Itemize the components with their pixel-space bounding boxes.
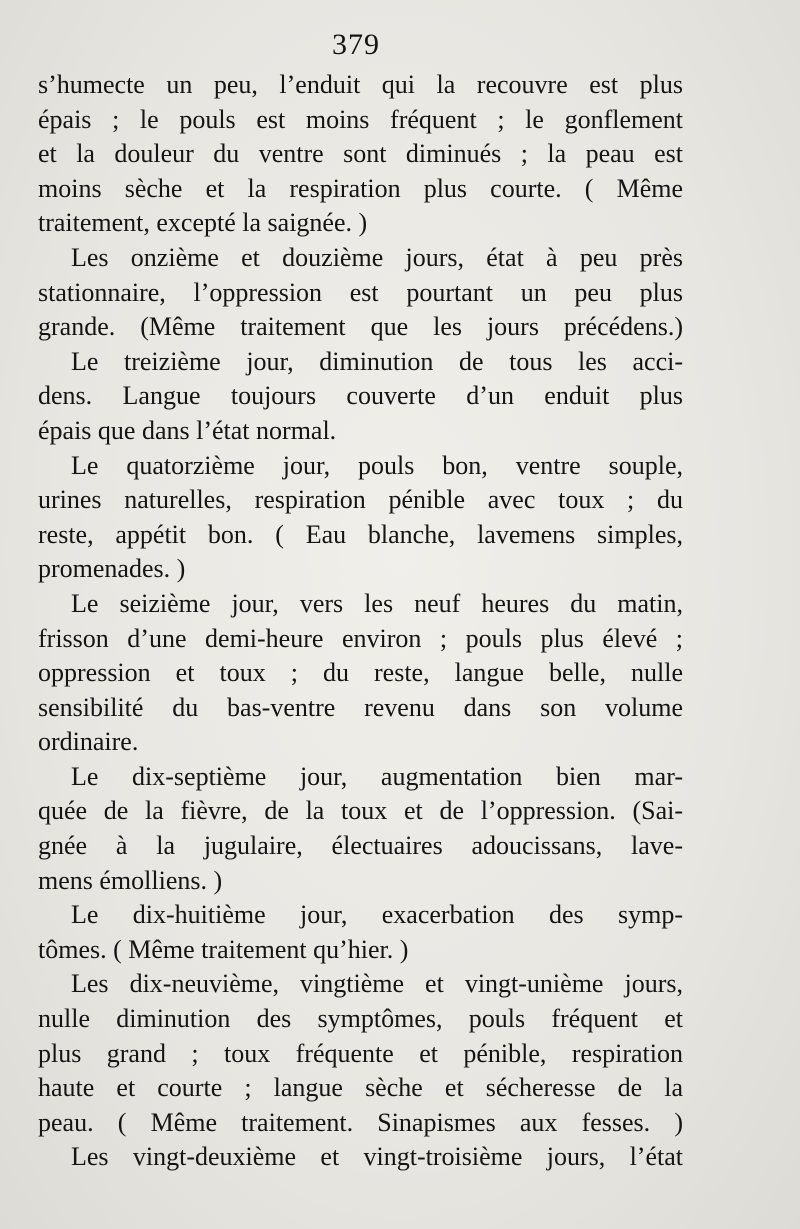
text-line: gnée à la jugulaire, électuaires adoucissans, lave-	[38, 831, 683, 861]
text-line: frisson d’une demi-heure environ ; pouls plus élevé ;	[38, 623, 683, 653]
text-line: épais que dans l’état normal.	[38, 415, 337, 445]
text-line: grande. (Même traitement que les jours précédens.)	[38, 312, 683, 342]
text-line: dens. Langue toujours couverte d’un enduit plus	[38, 381, 683, 411]
text-line: Le dix-septième jour, augmentation bien mar-	[71, 761, 683, 791]
text-line: quée de la fièvre, de la toux et de l’oppression. (Sai-	[38, 796, 683, 826]
text-line: moins sèche et la respiration plus courte. ( Même	[38, 173, 683, 203]
text-line: peau. ( Même traitement. Sinapismes aux fesses. )	[38, 1107, 683, 1137]
text-line: sensibilité du bas-ventre revenu dans son volume	[38, 692, 683, 722]
text-line: urines naturelles, respiration pénible avec toux ; du	[38, 485, 683, 515]
text-line: mens émolliens. )	[38, 865, 223, 895]
text-line: Le dix-huitième jour, exacerbation des symp-	[71, 900, 683, 930]
text-line: oppression et toux ; du reste, langue belle, nulle	[38, 658, 683, 688]
text-line: Le quatorzième jour, pouls bon, ventre souple,	[71, 450, 683, 480]
text-line: haute et courte ; langue sèche et sécheresse de la	[38, 1073, 683, 1103]
text-line: stationnaire, l’oppression est pourtant un peu plus	[38, 277, 683, 307]
text-line: nulle diminution des symptômes, pouls fréquent et	[38, 1004, 683, 1034]
body-text	[38, 68, 683, 1175]
page-number: 379	[332, 28, 380, 61]
text-line: reste, appétit bon. ( Eau blanche, lavemens simples,	[38, 519, 683, 549]
text-line: tômes. ( Même traitement qu’hier. )	[38, 934, 409, 964]
text-line: Le treizième jour, diminution de tous les acci-	[71, 346, 683, 376]
text-line: promenades. )	[38, 554, 186, 584]
text-line: Les onzième et douzième jours, état à peu près	[71, 242, 683, 272]
text-line: plus grand ; toux fréquente et pénible, respiration	[38, 1038, 683, 1068]
text-line: Les dix-neuvième, vingtième et vingt-unième jours,	[71, 969, 683, 999]
text-line: ordinaire.	[38, 727, 139, 757]
text-line: traitement, excepté la saignée. )	[38, 208, 368, 238]
text-line: et la douleur du ventre sont diminués ; la peau est	[38, 139, 683, 169]
text-line: Le seizième jour, vers les neuf heures du matin,	[71, 588, 683, 618]
text-line: Les vingt-deuxième et vingt-troisième jours, l’état	[71, 1142, 683, 1172]
text-line: épais ; le pouls est moins fréquent ; le gonflement	[38, 104, 683, 134]
text-line: s’humecte un peu, l’enduit qui la recouvre est plus	[38, 70, 683, 99]
